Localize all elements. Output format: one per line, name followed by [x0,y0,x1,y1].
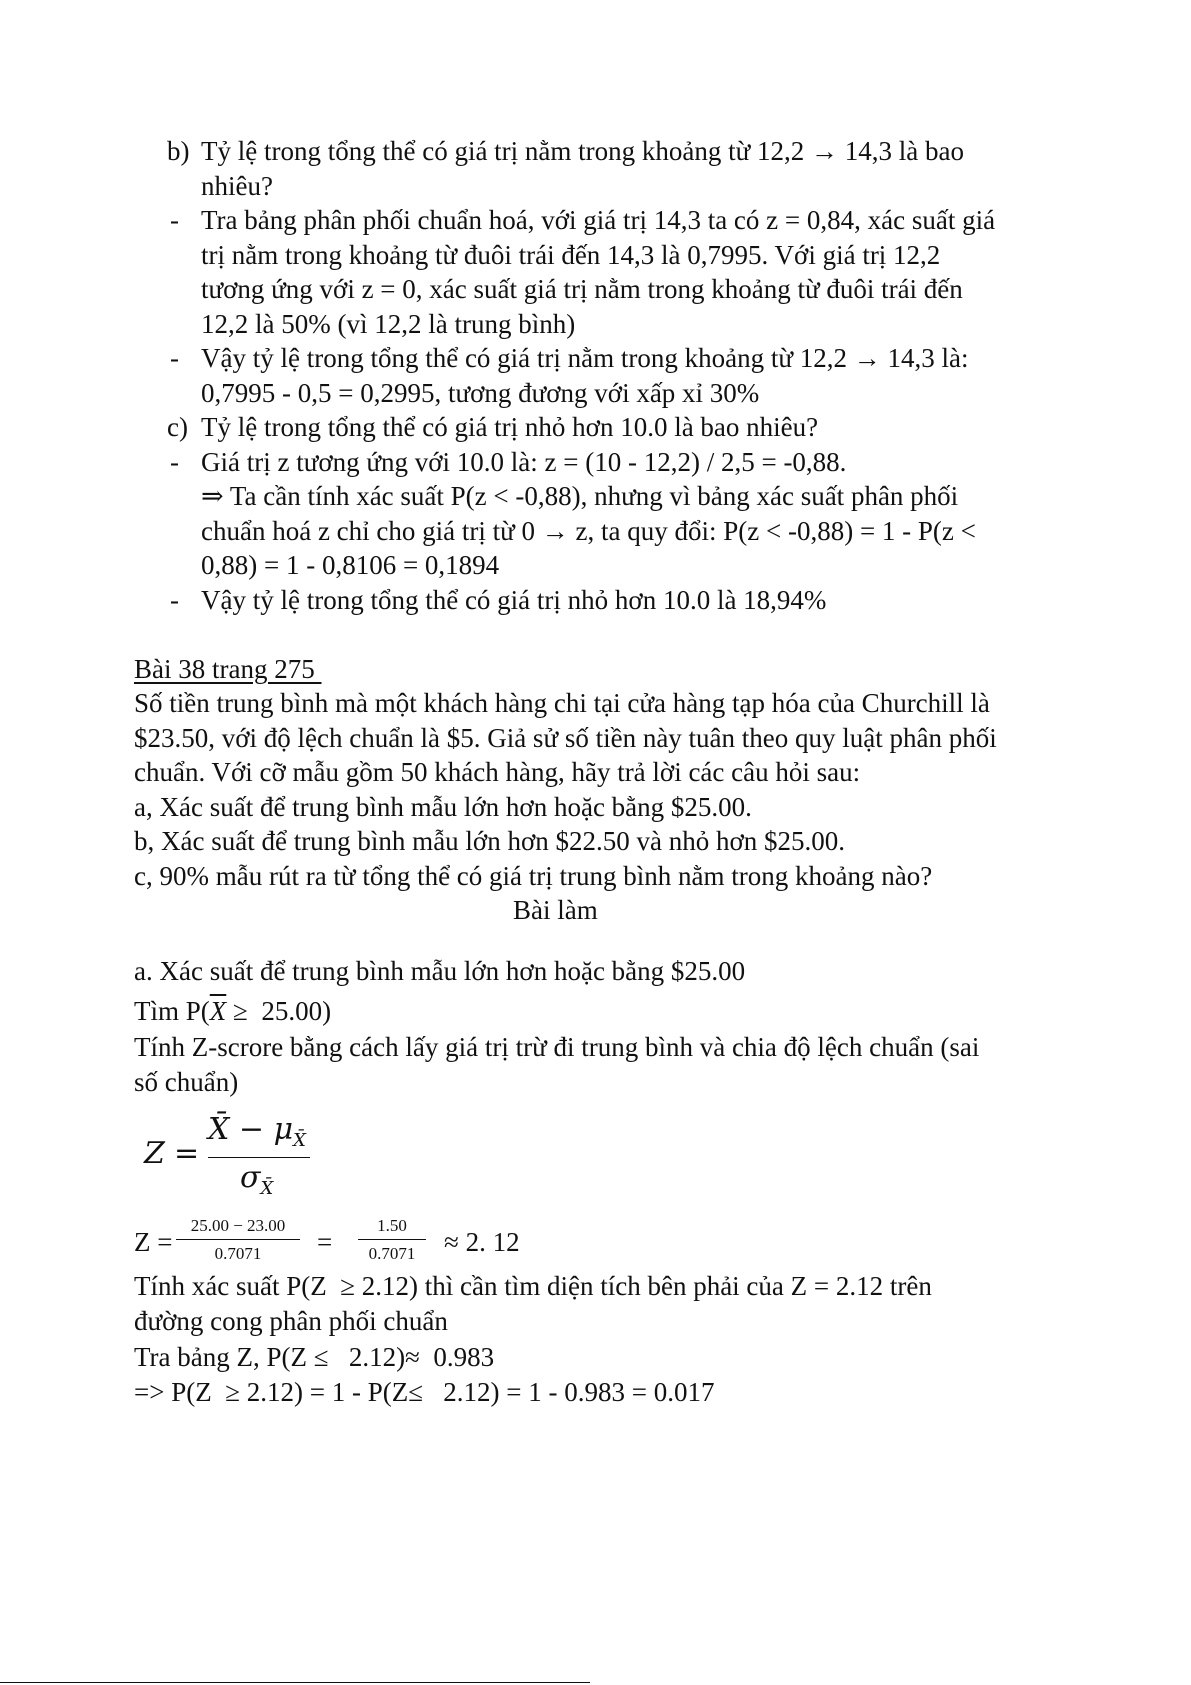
calc-lhs: Z = [134,1227,173,1257]
result-line: => P(Z ≥ 2.12) = 1 - P(Z≤ 2.12) = 1 - 0.983 = 0.017 [134,1377,715,1407]
footnote-divider [0,1682,590,1683]
zscore-line2: số chuẩn) [134,1067,239,1097]
answer-b-line3: tương ứng với z = 0, xác suất giá trị nằm trong khoảng từ đuôi trái đến [201,274,963,304]
calc-den-2: 0.7071 [368,1244,416,1263]
bullet-dash: - [170,585,179,615]
answer-c-line3: chuẩn hoá z chỉ cho giá trị từ 0 → z, ta quy đổi: P(z < -0,88) = 1 - P(z < [201,516,976,546]
formula-minus-mu: − μ [229,1112,294,1147]
solution-a-title: a. Xác suất để trung bình mẫu lớn hơn hoặc bằng $25.00 [134,956,746,986]
sample-mean-symbol: $\overline{X}$ [209,996,227,1026]
calc-den-1: 0.7071 [214,1244,262,1263]
calc-approx: ≈ 2. 12 [444,1227,520,1257]
problem-line3: chuẩn. Với cỡ mẫu gồm 50 khách hàng, hãy trả lời các câu hỏi sau: [134,757,861,787]
formula-z: Z [144,1136,165,1171]
formula-numerator [208,1112,306,1151]
answer-b-line4: 12,2 là 50% (vì 12,2 là trung bình) [201,309,576,339]
section-heading: Bài 38 trang 275 [134,654,322,684]
find-prefix: Tìm P( [134,996,210,1026]
question-c: Tỷ lệ trong tổng thể có giá trị nhỏ hơn 10.0 là bao nhiêu? [201,412,819,442]
conclusion-b-line2: 0,7995 - 0,5 = 0,2995, tương đương với xấp xỉ 30% [201,378,760,408]
find-suffix: ≥ 25.00) [226,996,332,1026]
problem-question-c: c, 90% mẫu rút ra từ tổng thể có giá trị trung bình nằm trong khoảng nào? [134,861,933,891]
solution-heading: Bài làm [513,895,598,925]
formula-fraction-bar [208,1157,310,1158]
calc-equals: = [317,1227,333,1257]
answer-c-line4: 0,88) = 1 - 0,8106 = 0,1894 [201,550,500,580]
calc-fraction-2 [358,1216,426,1264]
problem-question-b: b, Xác suất để trung bình mẫu lớn hơn $22.50 và nhỏ hơn $25.00. [134,826,845,856]
find-probability [134,993,331,1029]
formula-equals: = [174,1136,200,1171]
question-b-line1: Tỷ lệ trong tổng thể có giá trị nằm trong khoảng từ 12,2 → 14,3 là bao [201,136,964,166]
formula-mu-sub: X̄ [293,1130,306,1151]
formula-xbar: X̄ [208,1112,230,1147]
answer-b-line1: Tra bảng phân phối chuẩn hoá, với giá trị 14,3 ta có z = 0,84, xác suất giá [201,205,996,235]
calc-num-1: 25.00 − 23.00 [176,1216,300,1240]
problem-line1: Số tiền trung bình mà một khách hàng chi tại cửa hàng tạp hóa của Churchill là [134,688,990,718]
answer-c-line2: ⇒ Ta cần tính xác suất P(z < -0,88), nhưng vì bảng xác suất phân phối [201,481,959,511]
question-b-line2: nhiêu? [201,171,273,201]
formula-sigma-sub: X̄ [260,1178,274,1199]
problem-question-a: a, Xác suất để trung bình mẫu lớn hơn hoặc bằng $25.00. [134,792,752,822]
probability-line2: đường cong phân phối chuẩn [134,1306,448,1336]
answer-b-line2: trị nằm trong khoảng từ đuôi trái đến 14,3 là 0,7995. Với giá trị 12,2 [201,240,941,270]
zscore-formula [144,1112,324,1202]
list-marker-c: c) [167,412,188,442]
probability-line1: Tính xác suất P(Z ≥ 2.12) thì cần tìm diện tích bên phải của Z = 2.12 trên [134,1271,932,1301]
formula-sigma: σ [240,1160,261,1195]
calc-fraction-1 [176,1216,300,1264]
conclusion-b-line1: Vậy tỷ lệ trong tổng thể có giá trị nằm trong khoảng từ 12,2 → 14,3 là: [201,343,969,373]
bullet-dash: - [170,447,179,477]
table-lookup-line: Tra bảng Z, P(Z ≤ 2.12)≈ 0.983 [134,1342,495,1372]
list-marker-b: b) [167,136,190,166]
formula-denominator [240,1160,273,1199]
conclusion-c: Vậy tỷ lệ trong tổng thể có giá trị nhỏ hơn 10.0 là 18,94% [201,585,827,615]
calc-num-2: 1.50 [358,1216,426,1240]
problem-line2: $23.50, với độ lệch chuẩn là $5. Giả sử số tiền này tuân theo quy luật phân phối [134,723,997,753]
bullet-dash: - [170,343,179,373]
answer-c-line1: Giá trị z tương ứng với 10.0 là: z = (10 - 12,2) / 2,5 = -0,88. [201,447,847,477]
zscore-line1: Tính Z-scrore bằng cách lấy giá trị trừ đi trung bình và chia độ lệch chuẩn (sai [134,1032,980,1062]
bullet-dash: - [170,205,179,235]
